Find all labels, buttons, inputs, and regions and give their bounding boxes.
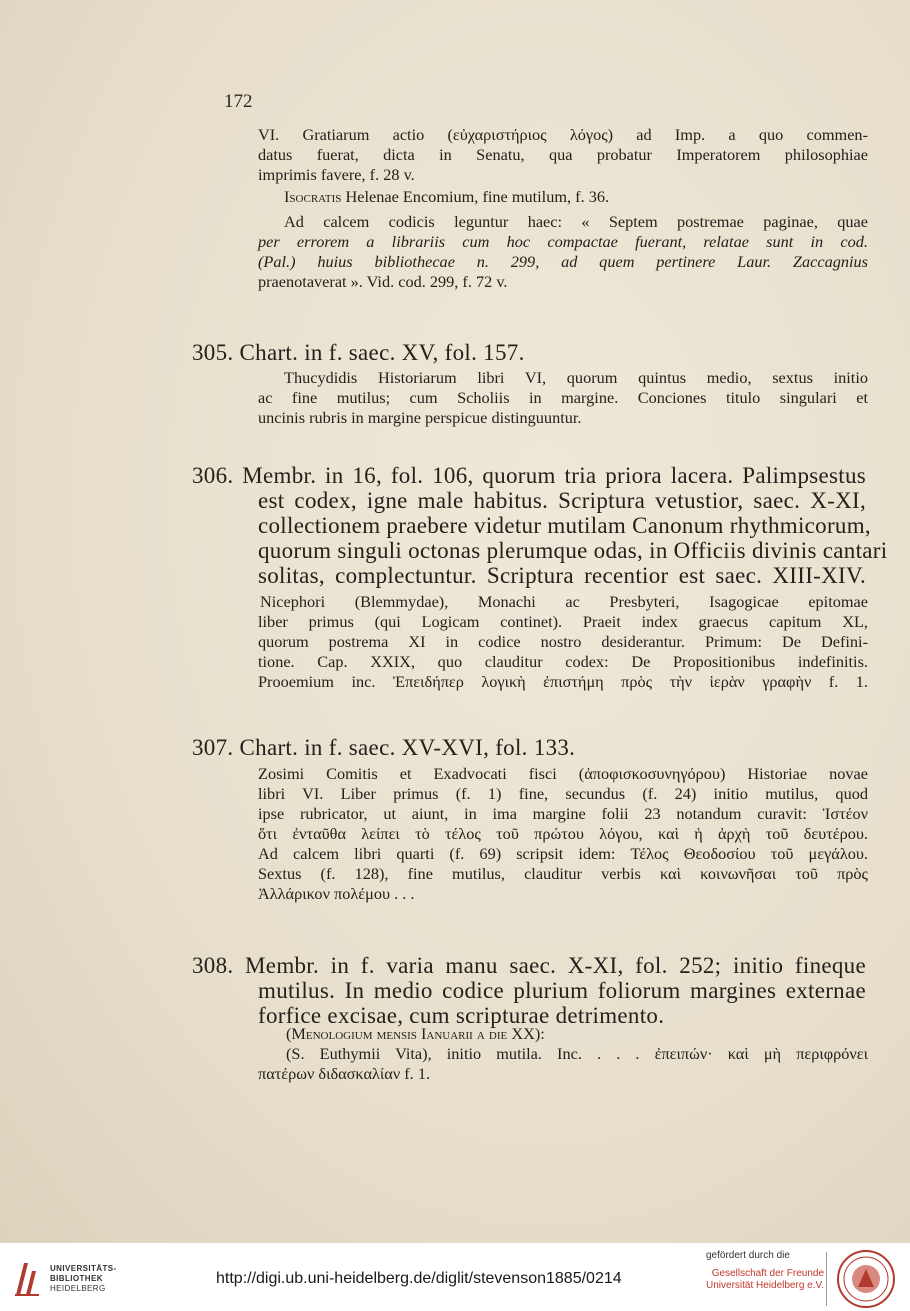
library-name — [50, 1264, 117, 1294]
text-line: quorum postrema XI in codice nostro desiderantur. Primum: De Defini- — [258, 632, 868, 651]
sponsor-name — [706, 1268, 824, 1292]
text-line: Ἀλλάρικον πολέμου . . . — [258, 884, 415, 903]
text-line: Nicephori (Blemmydae), Monachi ac Presbyteri, Isagogicae epitomae — [260, 592, 868, 611]
text-line: imprimis favere, f. 28 v. — [258, 165, 415, 184]
text-line: liber primus (qui Logicam continet). Praeit index graecus capitum XL, — [258, 612, 868, 631]
text-line: Sextus (f. 128), fine mutilus, clauditur verbis καὶ κοινωνῆσαι τοῦ πρὸς — [258, 864, 868, 883]
text-line: (S. Euthymii Vita), initio mutila. Inc. . . . ἐπειπών· καὶ μὴ περιφρόνει — [286, 1044, 868, 1063]
library-line: BIBLIOTHEK — [50, 1274, 103, 1283]
entry-308-text — [258, 1024, 868, 1084]
entry-306-text — [258, 592, 868, 692]
text-line: VI. Gratiarum actio (εὐχαριστήριος λόγος) ad Imp. a quo commen- — [258, 125, 868, 144]
university-seal-icon — [836, 1249, 896, 1309]
entry-308-heading — [192, 953, 866, 978]
university-library-logo-icon — [12, 1259, 42, 1299]
text-line: per errorem a librariis cum hoc compactae fuerant, relatae sunt in cod. — [258, 232, 868, 251]
text-line: 306. Membr. in 16, fol. 106, quorum tria priora lacera. Palimpsestus — [192, 463, 866, 488]
entry-305-text — [258, 368, 868, 428]
entry-307-heading: 307. Chart. in f. saec. XV-XVI, fol. 133. — [192, 735, 576, 760]
text-line: praenotaverat ». Vid. cod. 299, f. 72 v. — [258, 272, 508, 291]
text-line: Prooemium inc. Ἐπειδήπερ λογικὴ ἐπιστήμη πρὸς τὴν ἱερὰν γραφὴν f. 1. — [258, 672, 868, 691]
text-line: ac fine mutilus; cum Scholiis in margine. Conciones titulo singulari et — [258, 388, 868, 407]
text-line: uncinis rubris in margine perspicue distinguuntur. — [258, 408, 582, 427]
text-line: ὅτι ἐνταῦθα λείπει τὸ τέλος τοῦ πρώτου λόγου, καὶ ἡ ἀρχὴ τοῦ δευτέρου. — [258, 824, 868, 843]
author-name: Isocratis — [284, 187, 342, 206]
text-line: mutilus. In medio codice plurium foliorum margines externae — [258, 978, 866, 1003]
funded-by-text: gefördert durch die — [706, 1250, 790, 1261]
text-line: tione. Cap. XXIX, quo clauditur codex: De Propositionibus indefinitis. — [258, 652, 868, 671]
text-line: Ad calcem codicis leguntur haec: « Septem postremae paginae, quae — [284, 212, 868, 231]
text-line: Zosimi Comitis et Exadvocati fisci (ἀποφισκοσυνηγόρου) Historiae novae — [258, 764, 868, 783]
text-line: est codex, igne male habitus. Scriptura vetustior, saec. X-XI, — [258, 488, 866, 513]
entry-305-heading: 305. Chart. in f. saec. XV, fol. 157. — [192, 340, 525, 365]
text-line: (Menologium mensis Ianuarii a die XX): — [286, 1024, 545, 1043]
text-line: collectionem praebere videtur mutilam Canonum rhythmicorum, — [258, 513, 871, 538]
sponsor-line: Gesellschaft der Freunde — [711, 1268, 825, 1279]
text-line: 308. Membr. in f. varia manu saec. X-XI, fol. 252; initio fineque — [192, 953, 866, 978]
sponsor-line: Universität Heidelberg e.V. — [706, 1280, 825, 1291]
text-line: ipse rubricator, ut aiunt, in ima margine folii 23 notandum curavit: Ἰστέον — [258, 804, 868, 823]
entry-306-description — [258, 488, 888, 588]
text-line: πατέρων διδασκαλίαν f. 1. — [258, 1064, 431, 1083]
footer-divider — [826, 1252, 827, 1306]
permalink-url[interactable]: http://digi.ub.uni-heidelberg.de/diglit/stevenson1885/0214 — [216, 1270, 622, 1287]
entry-307-text — [258, 764, 868, 904]
entry-vi-text — [258, 125, 868, 185]
text-line: Thucydidis Historiarum libri VI, quorum quintus medio, sextus initio — [284, 368, 868, 387]
text-line: Helenae Encomium, fine mutilum, f. 36. — [345, 187, 610, 206]
text-line: solitas, complectuntur. Scriptura recentior est saec. XIII-XIV. — [258, 563, 866, 588]
entry-306-heading — [192, 463, 866, 488]
isocratis-line — [284, 187, 864, 207]
text-line: quorum singuli octonas plerumque odas, in Officiis divinis cantari — [258, 538, 888, 563]
library-line: UNIVERSITÄTS- — [50, 1264, 117, 1273]
page-number: 172 — [224, 91, 253, 112]
text-line: Ad calcem libri quarti (f. 69) scripsit idem: Τέλος Θεοδοσίου τοῦ μεγάλου. — [258, 844, 868, 863]
entry-308-description — [258, 978, 866, 1028]
text-line: datus fuerat, dicta in Senatu, qua probatur Imperatorem philosophiae — [258, 145, 868, 164]
library-line: HEIDELBERG — [50, 1284, 106, 1293]
text-line: forfice excisae, cum scripturae detrimento. — [258, 1003, 665, 1028]
text-line: libri VI. Liber primus (f. 1) fine, secundus (f. 24) initio mutilus, quod — [258, 784, 868, 803]
text-line: (Pal.) huius bibliothecae n. 299, ad quem pertinere Laur. Zaccagnius — [258, 252, 868, 271]
calcem-note — [258, 212, 868, 292]
